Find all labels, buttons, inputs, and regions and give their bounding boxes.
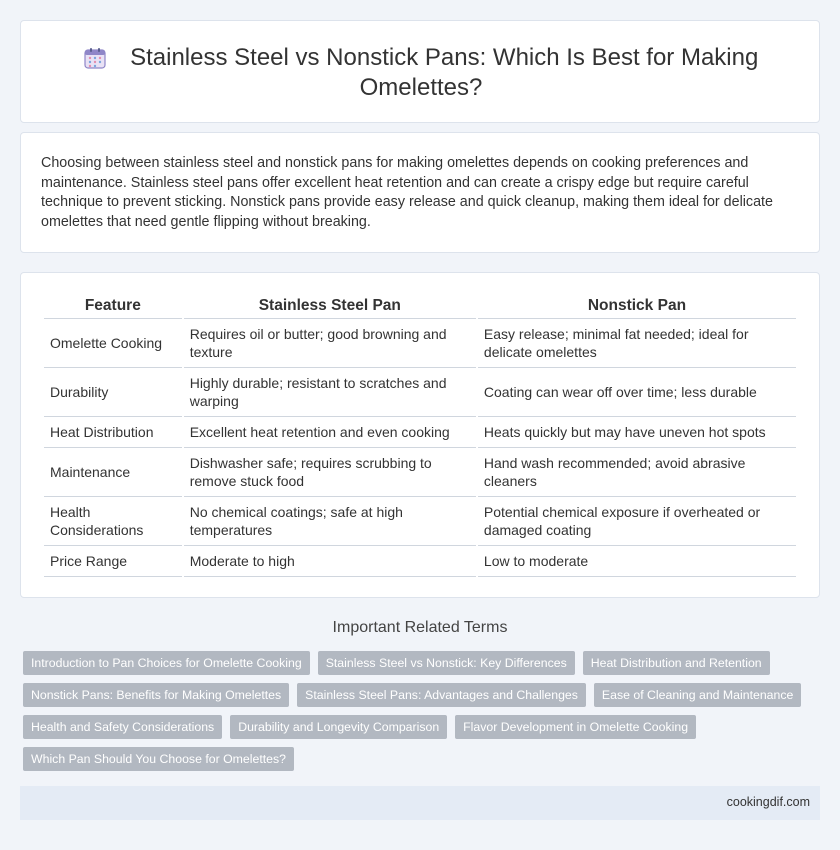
table-row: [44, 319, 796, 368]
header-nonstick: Nonstick Pan: [478, 295, 796, 319]
feature-cell: Health Considerations: [44, 497, 182, 546]
table-row: [44, 546, 796, 577]
nonstick-cell: Heats quickly but may have uneven hot spots: [478, 417, 796, 448]
related-term-tag[interactable]: Health and Safety Considerations: [23, 715, 222, 739]
nonstick-cell: Hand wash recommended; avoid abrasive cleaners: [478, 448, 796, 497]
table-row: [44, 417, 796, 448]
feature-cell: Omelette Cooking: [44, 319, 182, 368]
related-terms-title: Important Related Terms: [332, 619, 508, 636]
stainless-cell: Highly durable; resistant to scratches and warping: [184, 368, 476, 417]
calendar-icon: [84, 47, 106, 69]
table-row: [44, 497, 796, 546]
related-term-tag[interactable]: Ease of Cleaning and Maintenance: [594, 683, 801, 707]
comparison-table-card: [20, 272, 820, 598]
related-term-tag[interactable]: Nonstick Pans: Benefits for Making Omelettes: [23, 683, 289, 707]
stainless-cell: Requires oil or butter; good browning and texture: [184, 319, 476, 368]
table-row: [44, 368, 796, 417]
feature-cell: Heat Distribution: [44, 417, 182, 448]
nonstick-cell: Potential chemical exposure if overheated or damaged coating: [478, 497, 796, 546]
related-term-tag[interactable]: Which Pan Should You Choose for Omelettes?: [23, 747, 294, 771]
related-term-tag[interactable]: Durability and Longevity Comparison: [230, 715, 447, 739]
header-stainless-steel: Stainless Steel Pan: [184, 295, 476, 319]
intro-paragraph: Choosing between stainless steel and nonstick pans for making omelettes depends on cooking preferences and maintenance. Stainless steel pans offer excellent heat retention and can create a crispy edge but require careful technique to prevent sticking. Nonstick pans provide easy release and quick cleanup, making them ideal for delicate omelettes that need gentle flipping without breaking.: [41, 155, 773, 230]
nonstick-cell: Easy release; minimal fat needed; ideal for delicate omelettes: [478, 319, 796, 368]
related-term-tag[interactable]: Stainless Steel vs Nonstick: Key Differences: [318, 651, 575, 675]
footer: [20, 786, 820, 820]
stainless-cell: Moderate to high: [184, 546, 476, 577]
related-term-tag[interactable]: Introduction to Pan Choices for Omelette Cooking: [23, 651, 310, 675]
related-term-tag[interactable]: Stainless Steel Pans: Advantages and Challenges: [297, 683, 586, 707]
stainless-cell: Excellent heat retention and even cooking: [184, 417, 476, 448]
header-card: [20, 20, 820, 123]
intro-card: [20, 132, 820, 253]
nonstick-cell: Coating can wear off over time; less durable: [478, 368, 796, 417]
related-term-tag[interactable]: Flavor Development in Omelette Cooking: [455, 715, 696, 739]
nonstick-cell: Low to moderate: [478, 546, 796, 577]
table-header-row: [44, 295, 796, 319]
stainless-cell: No chemical coatings; safe at high temperatures: [184, 497, 476, 546]
related-terms-list: [23, 651, 813, 771]
feature-cell: Durability: [44, 368, 182, 417]
page-title: Stainless Steel vs Nonstick Pans: Which Is Best for Making Omelettes?: [130, 44, 759, 101]
stainless-cell: Dishwasher safe; requires scrubbing to remove stuck food: [184, 448, 476, 497]
feature-cell: Price Range: [44, 546, 182, 577]
related-term-tag[interactable]: Heat Distribution and Retention: [583, 651, 770, 675]
header-feature: Feature: [44, 295, 182, 319]
comparison-table: [42, 295, 798, 577]
footer-site-link[interactable]: cookingdif.com: [726, 795, 810, 809]
title-wrap: [21, 43, 821, 103]
feature-cell: Maintenance: [44, 448, 182, 497]
table-row: [44, 448, 796, 497]
